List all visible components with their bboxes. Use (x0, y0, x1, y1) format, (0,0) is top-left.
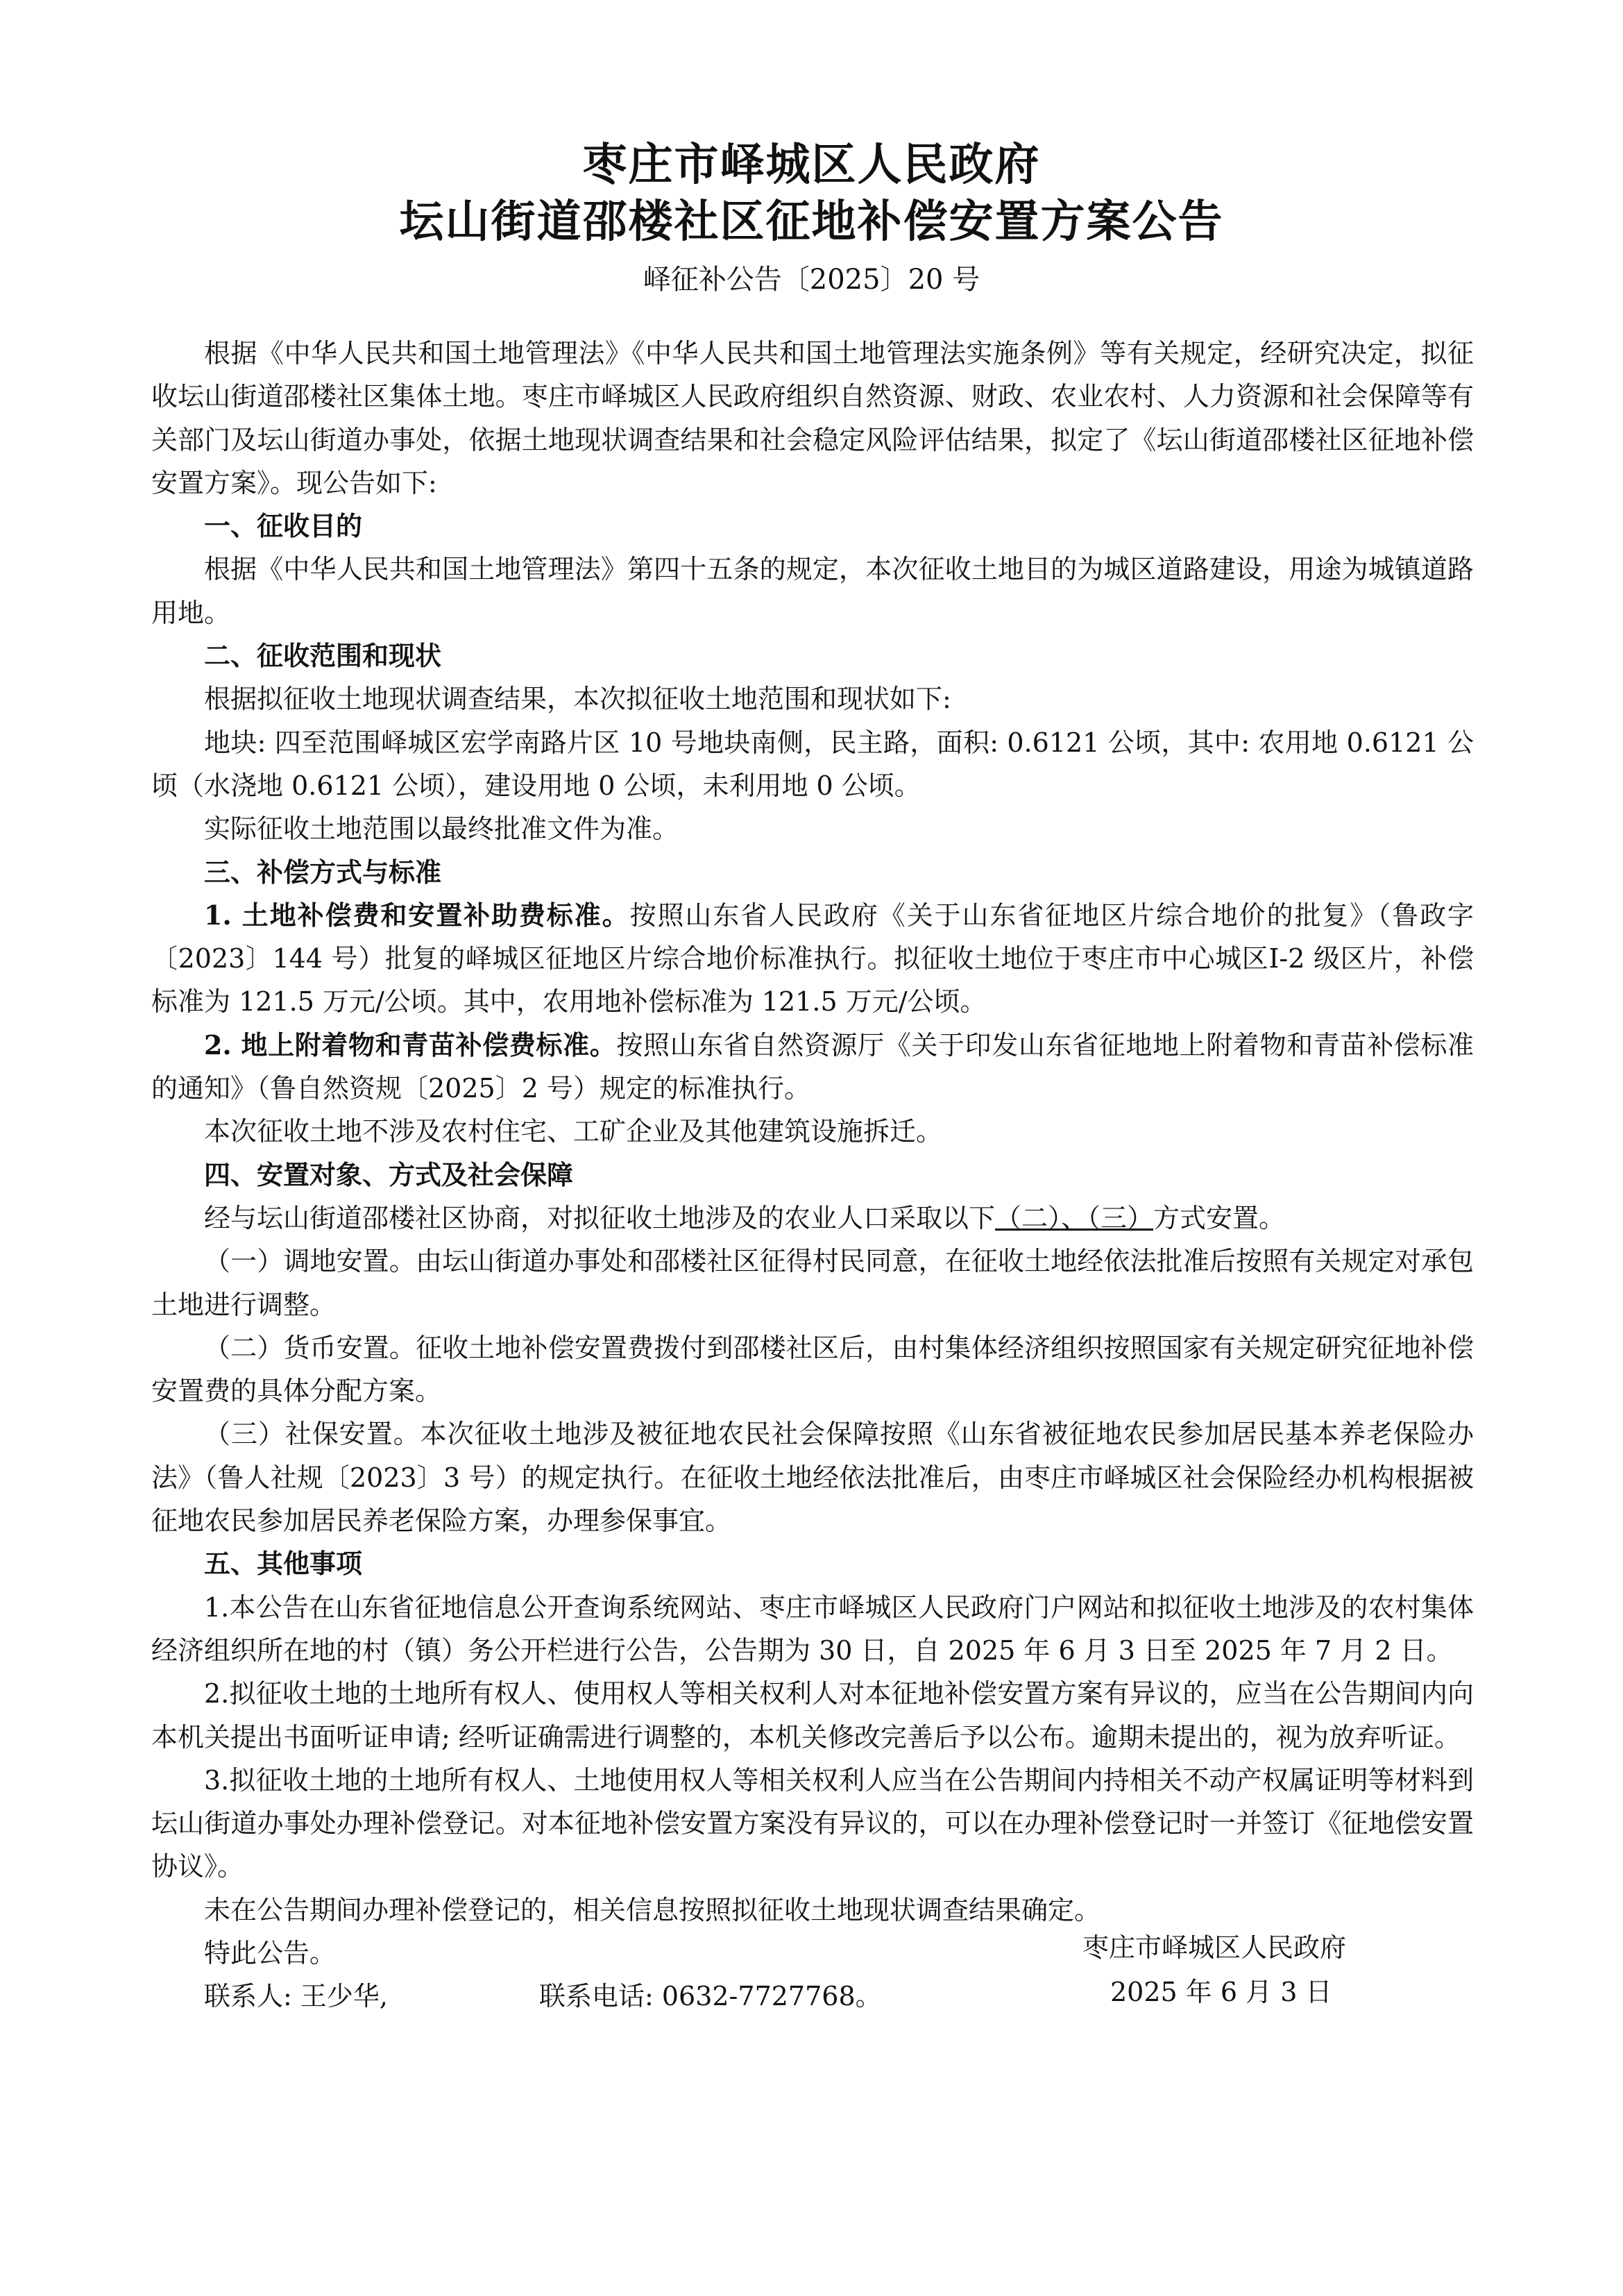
section-1-paragraph: 根据《中华人民共和国土地管理法》第四十五条的规定，本次征收土地目的为城区道路建设，用途为城镇道路用地。 (151, 554, 1474, 628)
section-2-heading: 二、征收范围和现状 (204, 640, 442, 672)
section-4-paragraph-1 (151, 1197, 1474, 1240)
section-3-item-2 (151, 1024, 1474, 1111)
document-title-line-2: 坛山街道邵楼社区征地补偿安置方案公告 (399, 196, 1224, 248)
section-3-item-2-text: 按照山东省自然资源厅《关于印发山东省征地地上附着物和青苗补偿标准的通知》（鲁自然资规〔2025〕2 号）规定的标准执行。 (151, 1029, 1474, 1104)
section-4-item-2: （二）货币安置。征收土地补偿安置费拨付到邵楼社区后，由村集体经济组织按照国家有关规定研究征地补偿安置费的具体分配方案。 (151, 1332, 1474, 1407)
section-4-item-1: （一）调地安置。由坛山街道办事处和邵楼社区征得村民同意，在征收土地经依法批准后按照有关规定对承包土地进行调整。 (151, 1246, 1474, 1320)
section-1-heading: 一、征收目的 (204, 510, 363, 542)
section-4-item-3: （三）社保安置。本次征收土地涉及被征地农民社会保障按照《山东省被征地农民参加居民基本养老保险办法》（鲁人社规〔2023〕3 号）的规定执行。在征收土地经依法批准后，由枣庄市峄城区社会保险经办机构根据被征地农民参加居民养老保险方案，办理参保事宜。 (151, 1419, 1474, 1537)
section-3-item-1-lead: 1. 土地补偿费和安置补助费标准。 (204, 899, 630, 931)
section-5-paragraph-4: 未在公告期间办理补偿登记的，相关信息按照拟征收土地现状调查结果确定。 (204, 1894, 1101, 1925)
section-2-paragraph-3: 实际征收土地范围以最终批准文件为准。 (204, 813, 679, 845)
section-3-item-1 (151, 894, 1474, 1024)
section-5-item-2: 2.拟征收土地的土地所有权人、使用权人等相关权利人对本征地补偿安置方案有异议的，应当在公告期间内向本机关提出书面听证申请; 经听证确需进行调整的，本机关修改完善后予以公布。逾期未提出的，视为放弃听证。 (151, 1678, 1474, 1753)
section-5-heading: 五、其他事项 (204, 1548, 363, 1580)
section-2-parcel-paragraph: 地块: 四至范围峄城区宏学南路片区 10 号地块南侧，民主路，面积: 0.6121 公顷，其中: 农用地 0.6121 公顷（水浇地 0.6121 公顷），建设用地 0 公顷，未利用地 0 公顷。 (151, 727, 1474, 801)
section-4-underlined-options: （二）、（三） (995, 1202, 1154, 1233)
section-4-para-1-before: 经与坛山街道邵楼社区协商，对拟征收土地涉及的农业人口采取以下 (204, 1202, 996, 1233)
signature-date: 2025 年 6 月 3 日 (1110, 1977, 1332, 2007)
section-5-item-3: 3.拟征收土地的土地所有权人、土地使用权人等相关权利人应当在公告期间内持相关不动产权属证明等材料到坛山街道办事处办理补偿登记。对本征地补偿安置方案没有异议的，可以在办理补偿登记时一并签订《征地偿安置协议》。 (151, 1764, 1474, 1882)
signature-organization: 枣庄市峄城区人民政府 (1082, 1932, 1347, 1963)
section-3-item-2-lead: 2. 地上附着物和青苗补偿费标准。 (204, 1029, 617, 1061)
section-2-paragraph-1: 根据拟征收土地现状调查结果，本次拟征收土地范围和现状如下: (204, 684, 951, 715)
document-title-line-1: 枣庄市峄城区人民政府 (582, 139, 1041, 191)
contact-person: 联系人: 王少华, (204, 1981, 388, 2012)
section-3-heading: 三、补偿方式与标准 (204, 856, 442, 888)
section-3-paragraph-3: 本次征收土地不涉及农村住宅、工矿企业及其他建筑设施拆迁。 (204, 1116, 943, 1147)
section-3-item-1-text: 按照山东省人民政府《关于山东省征地区片综合地价的批复》（鲁政字〔2023〕144 号）批复的峄城区征地区片综合地价标准执行。拟征收土地位于枣庄市中心城区I-2 级区片，补偿标准为 121.5 万元/公顷。其中，农用地补偿标准为 121.5 万元/公顷。 (151, 900, 1474, 1018)
contact-phone: 联系电话: 0632-7727768。 (538, 1981, 882, 2012)
signature-block (1082, 1925, 1443, 2014)
document-body (151, 332, 1474, 2018)
section-5-paragraph-5: 特此公告。 (204, 1937, 337, 1968)
document-number: 峄征补公告〔2025〕20 号 (643, 264, 980, 296)
intro-paragraph: 根据《中华人民共和国土地管理法》《中华人民共和国土地管理法实施条例》等有关规定，经研究决定，拟征收坛山街道邵楼社区集体土地。枣庄市峄城区人民政府组织自然资源、财政、农业农村、人力资源和社会保障等有关部门及坛山街道办事处，依据土地现状调查结果和社会稳定风险评估结果，拟定了《坛山街道邵楼社区征地补偿安置方案》。现公告如下: (151, 338, 1474, 498)
section-5-item-1: 1.本公告在山东省征地信息公开查询系统网站、枣庄市峄城区人民政府门户网站和拟征收土地涉及的农村集体经济组织所在地的村（镇）务公开栏进行公告，公告期为 30 日，自 2025 年 6 月 3 日至 2025 年 7 月 2 日。 (151, 1592, 1474, 1666)
section-4-heading: 四、安置对象、方式及社会保障 (204, 1158, 574, 1190)
section-4-para-1-after: 方式安置。 (1153, 1202, 1286, 1233)
